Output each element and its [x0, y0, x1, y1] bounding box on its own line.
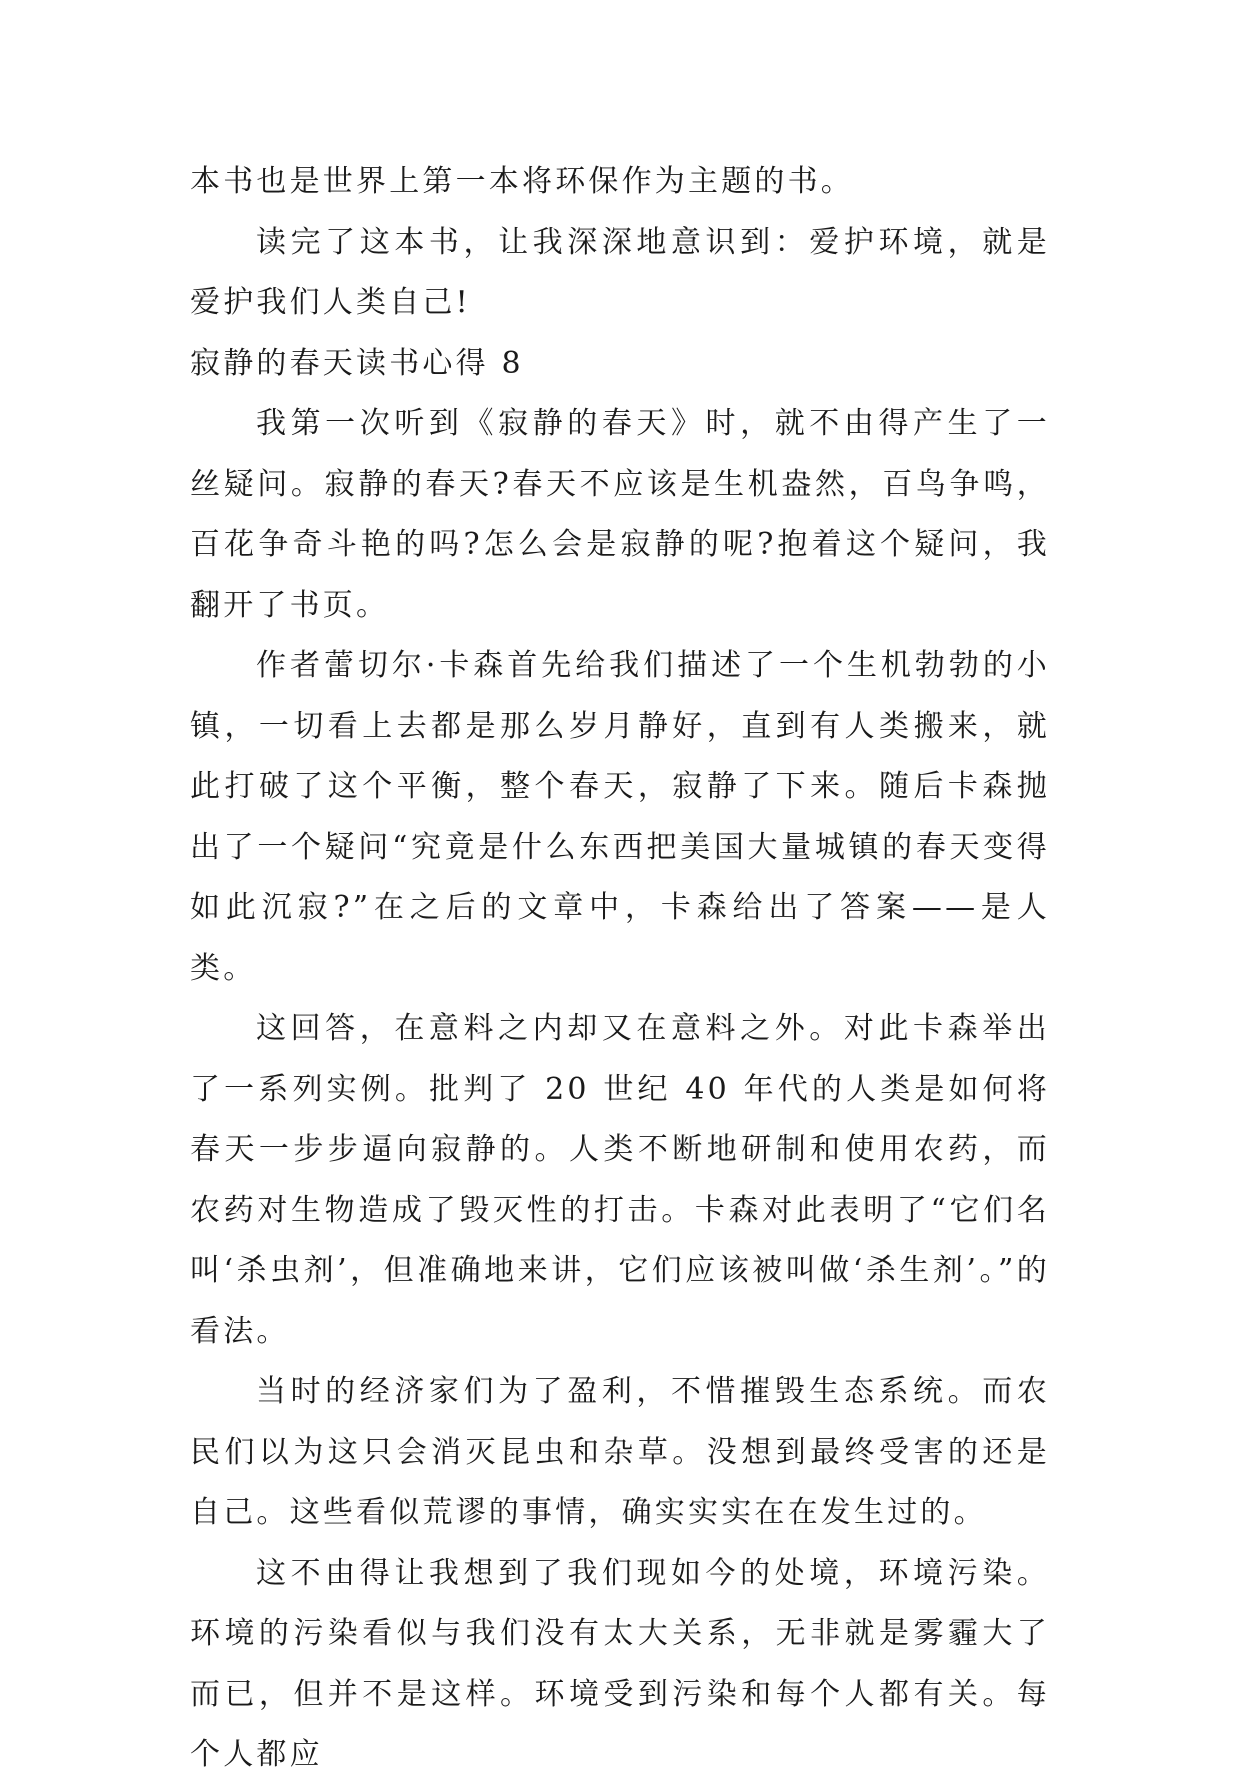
document-body: [190, 152, 1050, 1786]
paragraph-3: 这回答，在意料之内却又在意料之外。对此卡森举出了一系列实例。批判了 20 世纪 40 年代的人类是如何将春天一步步逼向寂静的。人类不断地研制和使用农药，而农药对生物造成了毁灭性的打击。卡森对此表明了“它们名叫‘杀虫剂’，但准确地来讲，它们应该被叫做‘杀生剂’。”的看法。: [190, 1011, 1050, 1349]
paragraph-1: 我第一次听到《寂静的春天》时，就不由得产生了一丝疑问。寂静的春天?春天不应该是生机盎然，百鸟争鸣，百花争奇斗艳的吗?怎么会是寂静的呢?抱着这个疑问，我翻开了书页。: [190, 406, 1050, 623]
section-title: 寂静的春天读书心得 8: [190, 345, 524, 381]
paragraph-2: 作者蕾切尔·卡森首先给我们描述了一个生机勃勃的小镇，一切看上去都是那么岁月静好，直到有人类搬来，就此打破了这个平衡，整个春天，寂静了下来。随后卡森抛出了一个疑问“究竟是什么东西把美国大量城镇的春天变得如此沉寂?”在之后的文章中，卡森给出了答案——是人类。: [190, 648, 1050, 986]
paragraph-conclusion: 读完了这本书，让我深深地意识到：爱护环境，就是爱护我们人类自己!: [190, 224, 1050, 320]
paragraph-5: 这不由得让我想到了我们现如今的处境，环境污染。环境的污染看似与我们没有太大关系，无非就是雾霾大了而已，但并不是这样。环境受到污染和每个人都有关。每个人都应: [190, 1555, 1050, 1772]
paragraph-4: 当时的经济家们为了盈利，不惜摧毁生态系统。而农民们以为这只会消灭昆虫和杂草。没想到最终受害的还是自己。这些看似荒谬的事情，确实实实在在发生过的。: [190, 1374, 1050, 1530]
paragraph-continuation-1: 本书也是世界上第一本将环保作为主题的书。: [190, 164, 854, 199]
